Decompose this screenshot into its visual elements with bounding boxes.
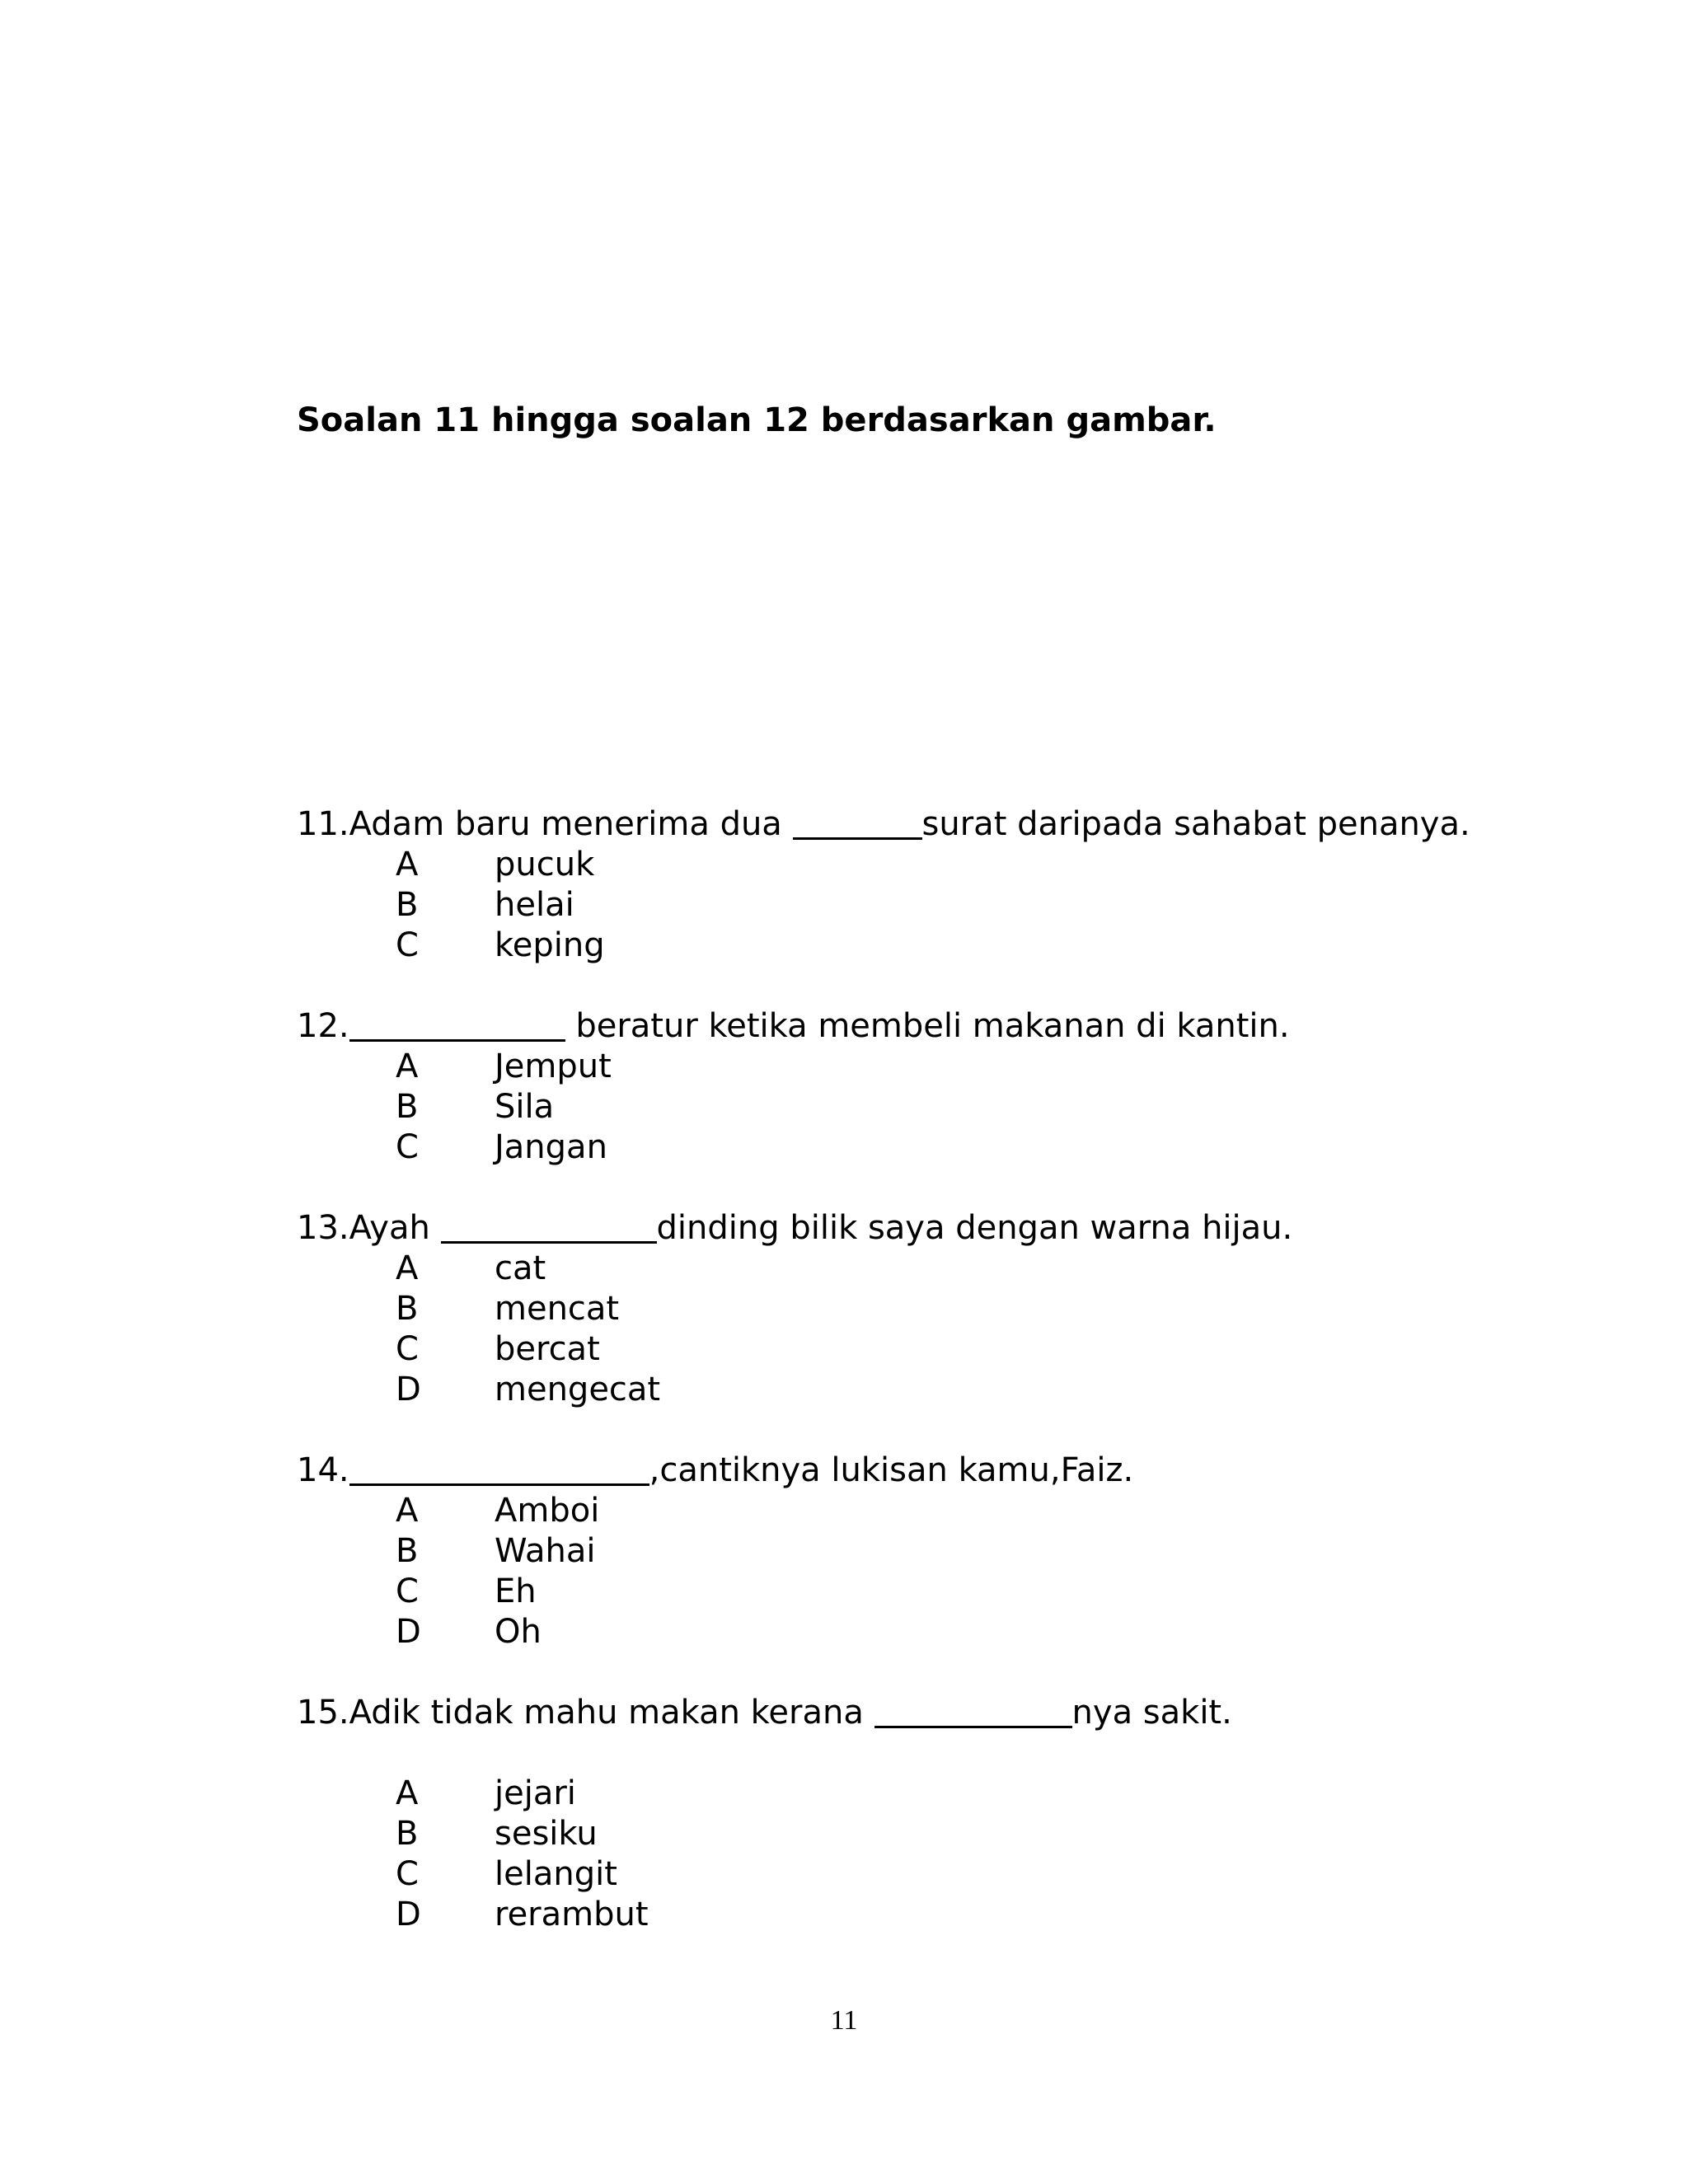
option-text: Jemput <box>495 1047 612 1085</box>
question-stem <box>297 1006 1533 1047</box>
option-letter: D <box>396 1371 421 1408</box>
question-text-after: ,cantiknya lukisan kamu,Faiz. <box>649 1451 1134 1489</box>
option-letter: C <box>396 926 419 964</box>
question-11 <box>297 804 1533 966</box>
option-letter: C <box>396 1572 419 1610</box>
question-text-after: nya sakit. <box>1071 1694 1232 1732</box>
option-letter: A <box>396 1047 419 1085</box>
option-letter: A <box>396 1249 419 1287</box>
question-15 <box>297 1693 1533 1935</box>
question-text-after: beratur ketika membeli makanan di kantin. <box>565 1007 1290 1045</box>
option-letter: C <box>396 1128 419 1166</box>
option-text: Eh <box>495 1572 537 1610</box>
option-letter: B <box>396 886 419 924</box>
answer-blank <box>793 808 922 840</box>
option-text: rerambut <box>495 1896 649 1933</box>
option-text: Wahai <box>495 1532 596 1570</box>
option-text: bercat <box>495 1330 600 1368</box>
option-b[interactable] <box>297 1289 1533 1329</box>
option-text: keping <box>495 926 605 964</box>
option-text: helai <box>495 886 574 924</box>
option-d[interactable] <box>297 1895 1533 1935</box>
option-text: cat <box>495 1249 546 1287</box>
option-c[interactable] <box>297 1329 1533 1370</box>
question-12 <box>297 1006 1533 1168</box>
question-text-before: Adik tidak mahu makan kerana <box>349 1694 874 1732</box>
option-letter: A <box>396 846 419 883</box>
question-text-after: surat daripada sahabat penanya. <box>921 805 1470 843</box>
option-letter: B <box>396 1532 419 1570</box>
option-b[interactable] <box>297 1087 1533 1127</box>
option-letter: C <box>396 1855 419 1893</box>
option-letter: D <box>396 1613 421 1651</box>
option-text: pucuk <box>495 846 595 883</box>
option-text: Oh <box>495 1613 542 1651</box>
option-d[interactable] <box>297 1370 1533 1410</box>
option-letter: C <box>396 1330 419 1368</box>
question-stem <box>297 804 1533 845</box>
option-text: Jangan <box>495 1128 607 1166</box>
question-number: 14. <box>297 1451 349 1489</box>
question-stem <box>297 1693 1533 1733</box>
question-13 <box>297 1208 1533 1410</box>
option-b[interactable] <box>297 1814 1533 1854</box>
option-d[interactable] <box>297 1612 1533 1652</box>
option-c[interactable] <box>297 1572 1533 1612</box>
answer-blank <box>441 1212 657 1244</box>
question-stem <box>297 1451 1533 1491</box>
question-number: 12. <box>297 1007 349 1045</box>
option-c[interactable] <box>297 1854 1533 1895</box>
option-text: lelangit <box>495 1855 617 1893</box>
question-stem <box>297 1208 1533 1249</box>
spacer <box>297 1733 1533 1774</box>
section-heading: Soalan 11 hingga soalan 12 berdasarkan gambar. <box>297 401 1217 439</box>
option-a[interactable] <box>297 1249 1533 1289</box>
option-a[interactable] <box>297 1047 1533 1087</box>
answer-blank <box>874 1696 1072 1728</box>
question-number: 11. <box>297 805 349 843</box>
option-text: jejari <box>495 1774 576 1812</box>
answer-blank <box>349 1454 649 1486</box>
page-number: 11 <box>830 2005 858 2036</box>
option-letter: B <box>396 1815 419 1853</box>
option-text: mengecat <box>495 1371 661 1408</box>
option-text: Sila <box>495 1088 555 1126</box>
question-text-before: Adam baru menerima dua <box>349 805 793 843</box>
option-c[interactable] <box>297 926 1533 966</box>
option-a[interactable] <box>297 845 1533 885</box>
question-14 <box>297 1451 1533 1652</box>
answer-blank <box>349 1010 565 1042</box>
question-text-after: dinding bilik saya dengan warna hijau. <box>656 1209 1293 1247</box>
option-c[interactable] <box>297 1127 1533 1168</box>
option-text: sesiku <box>495 1815 598 1853</box>
option-b[interactable] <box>297 1531 1533 1572</box>
option-a[interactable] <box>297 1774 1533 1814</box>
option-text: Amboi <box>495 1492 600 1530</box>
option-letter: D <box>396 1896 421 1933</box>
question-number: 15. <box>297 1694 349 1732</box>
option-letter: B <box>396 1290 419 1328</box>
option-letter: A <box>396 1492 419 1530</box>
option-letter: B <box>396 1088 419 1126</box>
question-number: 13. <box>297 1209 349 1247</box>
option-a[interactable] <box>297 1491 1533 1531</box>
option-text: mencat <box>495 1290 620 1328</box>
option-b[interactable] <box>297 885 1533 926</box>
option-letter: A <box>396 1774 419 1812</box>
question-text-before: Ayah <box>349 1209 441 1247</box>
